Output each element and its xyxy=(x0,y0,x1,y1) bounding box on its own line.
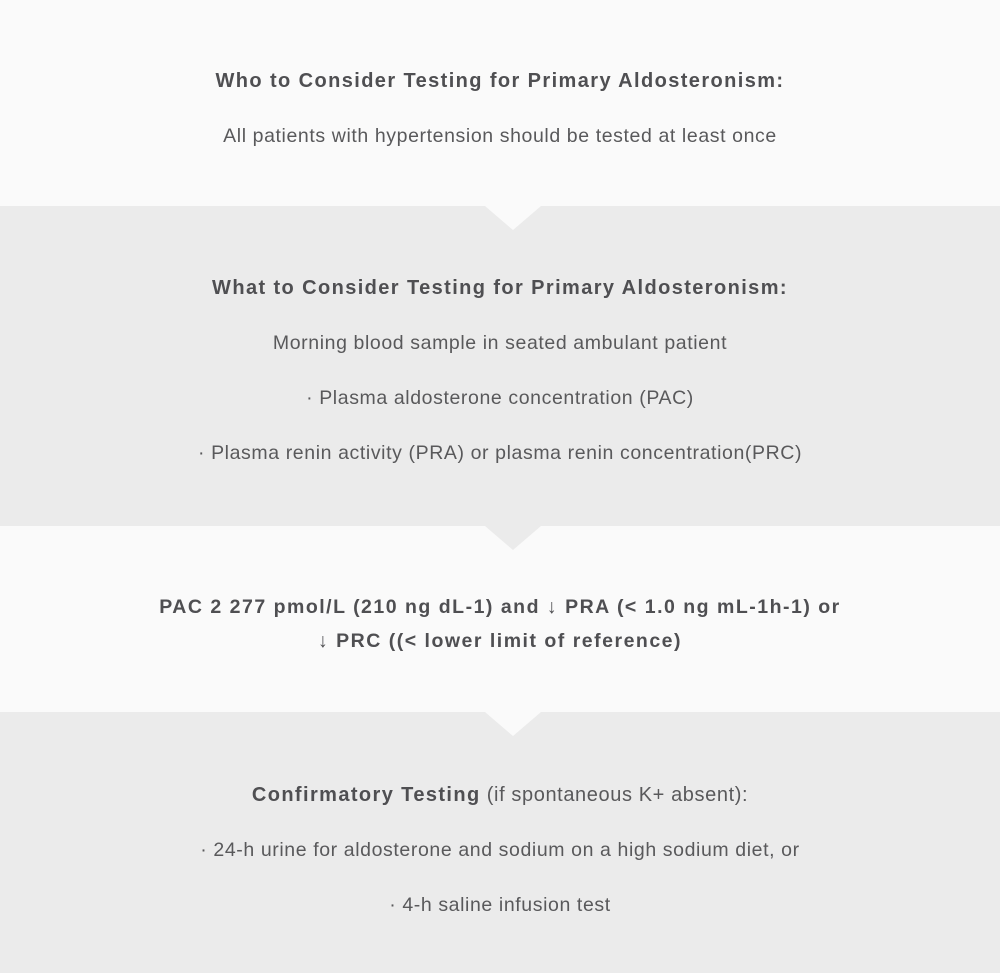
step-confirmatory-bullet: · 4-h saline infusion test xyxy=(389,894,611,916)
chevron-down-notch xyxy=(485,526,541,550)
step-confirmatory-testing xyxy=(0,712,1000,973)
chevron-down-notch xyxy=(485,712,541,736)
step-criteria xyxy=(0,526,1000,712)
criteria-line-1: PAC 2 277 pmol/L (210 ng dL-1) and ↓ PRA (< 1.0 ng mL-1h-1) or xyxy=(159,596,841,618)
step-what-title: What to Consider Testing for Primary Aldosteronism: xyxy=(212,277,788,299)
step-what-bullet: · Plasma aldosterone concentration (PAC) xyxy=(306,387,694,409)
chevron-down-notch xyxy=(485,206,541,230)
step-who-to-test xyxy=(0,0,1000,206)
step-who-line: All patients with hypertension should be tested at least once xyxy=(223,125,777,147)
confirmatory-title-rest: (if spontaneous K+ absent): xyxy=(480,784,749,806)
step-what-to-test xyxy=(0,206,1000,526)
criteria-line-2: ↓ PRC ((< lower limit of reference) xyxy=(317,630,683,652)
step-what-line: Morning blood sample in seated ambulant patient xyxy=(272,332,728,354)
step-confirmatory-bullet: · 24-h urine for aldosterone and sodium on a high sodium diet, or xyxy=(200,839,800,861)
step-who-title: Who to Consider Testing for Primary Aldosteronism: xyxy=(215,70,785,92)
confirmatory-title-bold: Confirmatory Testing xyxy=(251,784,481,806)
step-what-bullet: · Plasma renin activity (PRA) or plasma renin concentration(PRC) xyxy=(197,442,803,464)
